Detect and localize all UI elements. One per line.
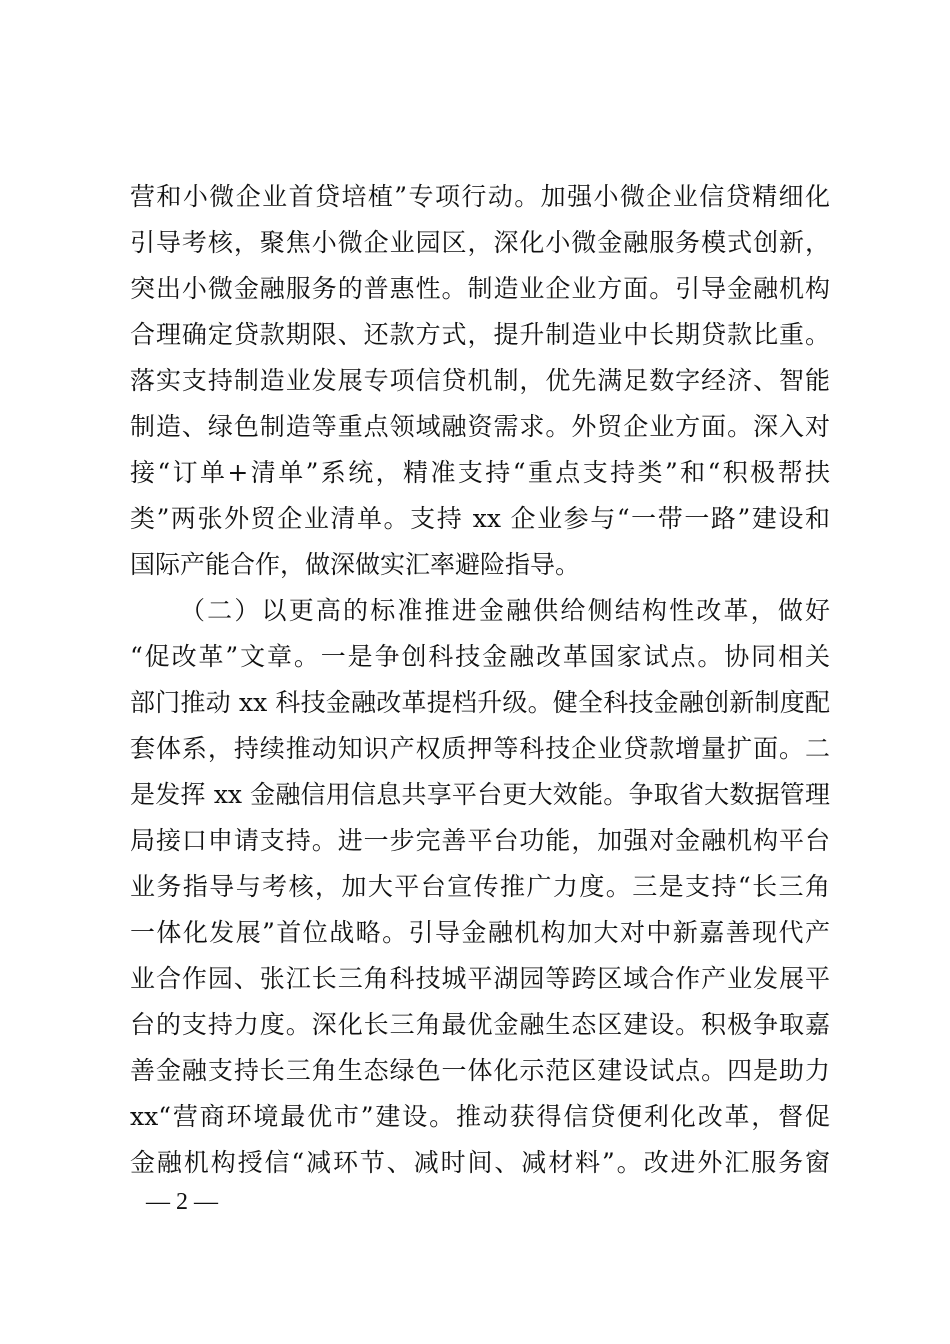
text-line: 善金融支持长三角生态绿色一体化示范区建设试点。四是助力	[130, 1056, 830, 1085]
text-line: “促改革”文章。一是争创科技金融改革国家试点。协同相关	[130, 642, 830, 671]
text-line: 接“订单+清单”系统，精准支持“重点支持类”和“积极帮扶	[130, 458, 830, 487]
text-line: 制造、绿色制造等重点领域融资需求。外贸企业方面。深入对	[130, 412, 830, 441]
body-text	[130, 174, 830, 1186]
section-heading-line: （二）以更高的标准推进金融供给侧结构性改革，做好	[180, 596, 830, 625]
text-line: 金融机构授信“减环节、减时间、减材料”。改进外汇服务窗	[130, 1148, 830, 1177]
text-line: 类”两张外贸企业清单。支持 xx 企业参与“一带一路”建设和	[130, 504, 830, 533]
text-line: 一体化发展”首位战略。引导金融机构加大对中新嘉善现代产	[130, 918, 830, 947]
text-line: 突出小微金融服务的普惠性。制造业企业方面。引导金融机构	[130, 274, 830, 303]
text-line: 部门推动 xx 科技金融改革提档升级。健全科技金融创新制度配	[130, 688, 830, 717]
text-line: 业合作园、张江长三角科技城平湖园等跨区域合作产业发展平	[130, 964, 830, 993]
page-number: — 2 —	[146, 1189, 218, 1215]
text-line: 局接口申请支持。进一步完善平台功能，加强对金融机构平台	[130, 826, 830, 855]
text-line: 业务指导与考核，加大平台宣传推广力度。三是支持“长三角	[130, 872, 830, 901]
text-line: 引导考核，聚焦小微企业园区，深化小微金融服务模式创新，	[130, 228, 830, 257]
text-line: 国际产能合作，做深做实汇率避险指导。	[130, 550, 581, 579]
text-line: 套体系，持续推动知识产权质押等科技企业贷款增量扩面。二	[130, 734, 830, 763]
text-line: 营和小微企业首贷培植”专项行动。加强小微企业信贷精细化	[130, 182, 830, 211]
text-line: 是发挥 xx 金融信用信息共享平台更大效能。争取省大数据管理	[130, 780, 830, 809]
text-line: 落实支持制造业发展专项信贷机制，优先满足数字经济、智能	[130, 366, 830, 395]
text-line: xx“营商环境最优市”建设。推动获得信贷便利化改革，督促	[130, 1102, 830, 1131]
text-line: 合理确定贷款期限、还款方式，提升制造业中长期贷款比重。	[130, 320, 830, 349]
text-line: 台的支持力度。深化长三角最优金融生态区建设。积极争取嘉	[130, 1010, 830, 1039]
